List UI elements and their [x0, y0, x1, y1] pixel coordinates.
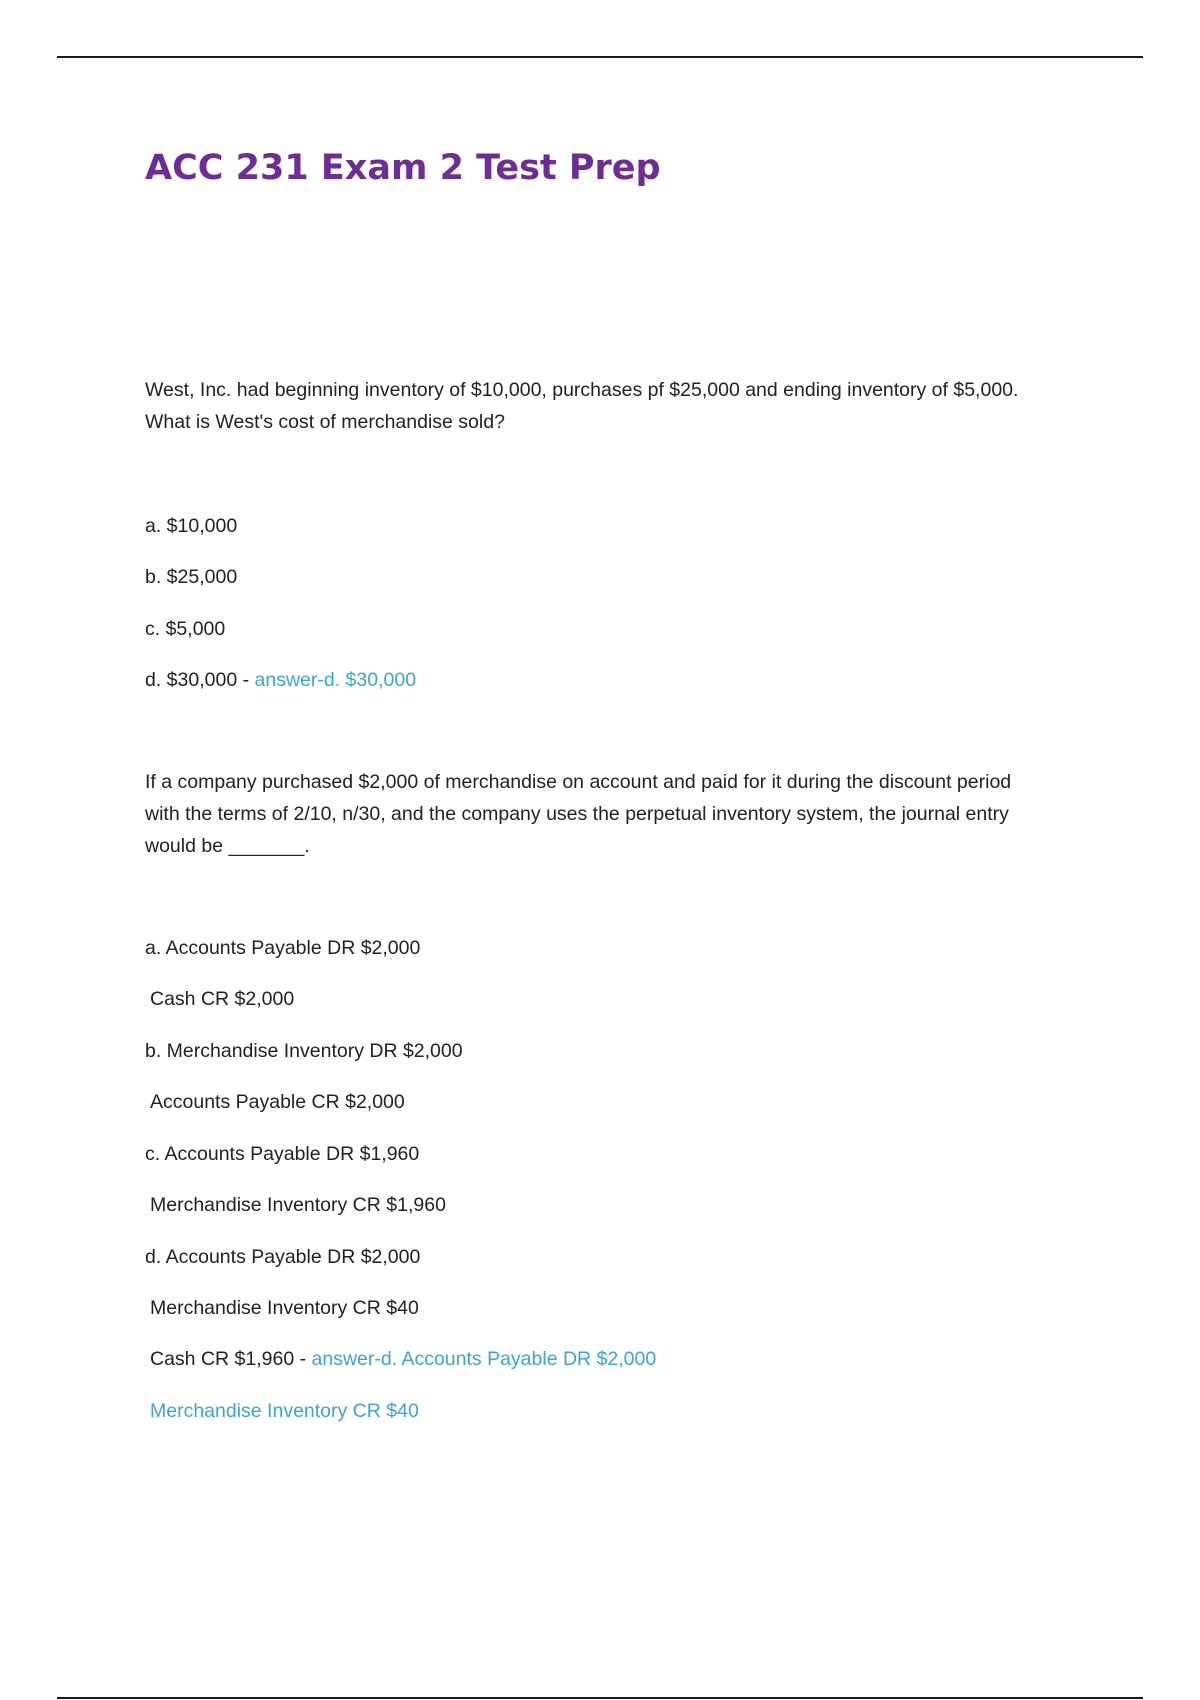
question-1-answer: answer-d. $30,000 — [254, 669, 417, 691]
question-2-option-b-line-2: Accounts Payable CR $2,000 — [150, 1091, 405, 1113]
question-1-option-c: c. $5,000 — [145, 618, 226, 640]
question-1-stem-line-1: West, Inc. had beginning inventory of $10,000, purchases pf $25,000 and ending inventory of $5,000. — [145, 379, 1019, 401]
question-2-stem-line-2: with the terms of 2/10, n/30, and the company uses the perpetual inventory system, the journal entry — [145, 803, 1009, 825]
question-2-option-d: d. Accounts Payable DR $2,000 — [145, 1246, 421, 1268]
question-2-option-c: c. Accounts Payable DR $1,960 — [145, 1143, 420, 1165]
question-1-option-d — [145, 668, 416, 692]
question-1-stem-line-2: What is West's cost of merchandise sold? — [145, 411, 505, 433]
question-2-option-b: b. Merchandise Inventory DR $2,000 — [145, 1040, 463, 1062]
question-2-option-d-line-3 — [150, 1347, 656, 1371]
question-2-answer: answer-d. Accounts Payable DR $2,000 — [311, 1348, 657, 1370]
question-2-option-a: a. Accounts Payable DR $2,000 — [145, 937, 421, 959]
question-2-option-d-line-3-text: Cash CR $1,960 - — [150, 1348, 307, 1370]
question-2-answer-line-2: Merchandise Inventory CR $40 — [150, 1400, 419, 1422]
question-2-option-d-line-2: Merchandise Inventory CR $40 — [150, 1297, 419, 1319]
question-2-option-c-line-2: Merchandise Inventory CR $1,960 — [150, 1194, 446, 1216]
question-1-option-b: b. $25,000 — [145, 566, 238, 588]
bottom-rule — [57, 1697, 1143, 1699]
question-2-stem-line-3: would be _______. — [145, 835, 310, 857]
question-1-option-a: a. $10,000 — [145, 515, 238, 537]
top-rule — [57, 56, 1143, 58]
question-2-option-a-line-2: Cash CR $2,000 — [150, 988, 295, 1010]
question-1-option-d-text: d. $30,000 - — [145, 669, 250, 691]
question-2-stem-line-1: If a company purchased $2,000 of merchandise on account and paid for it during the discount period — [145, 771, 1012, 793]
document-title: ACC 231 Exam 2 Test Prep — [145, 148, 661, 188]
